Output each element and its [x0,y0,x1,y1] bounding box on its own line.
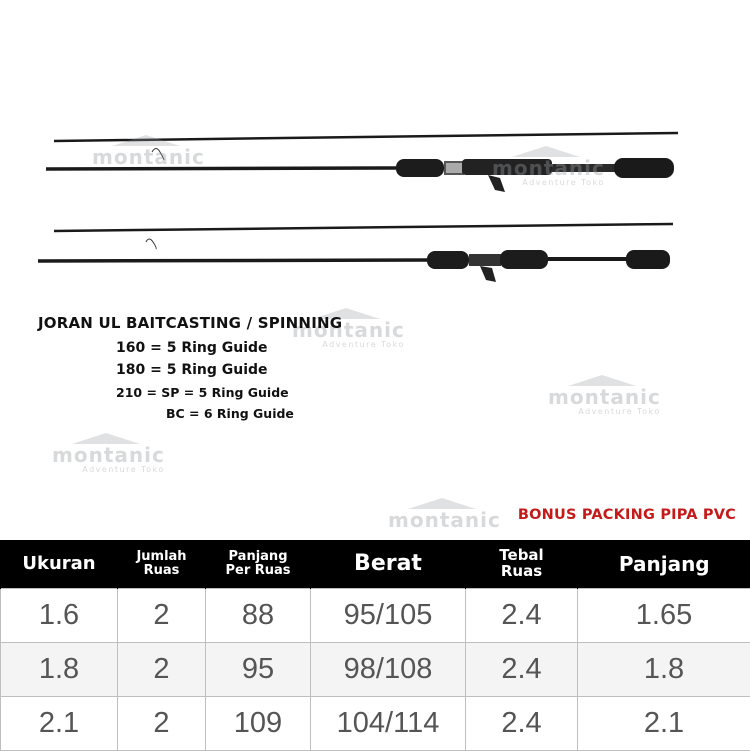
header-ukuran: Ukuran [1,540,118,589]
header-panjang: Panjang [578,540,750,589]
header-panjang-per-ruas: Panjang Per Ruas [206,540,311,589]
table-row [1,589,750,643]
table-row [1,697,750,751]
bonus-packing-label: BONUS PACKING PIPA PVC [518,507,736,523]
table-cell: 2 [118,643,206,697]
size-spec-table [0,540,750,751]
table-cell: 95 [206,643,311,697]
brand-watermark: montanic Adventure Toko [292,318,405,349]
brand-watermark: montanic [92,145,205,169]
spec-line-210-sp: 210 = SP = 5 Ring Guide [116,385,289,400]
table-cell: 2.4 [466,697,578,751]
table-cell: 109 [206,697,311,751]
spec-line-180: 180 = 5 Ring Guide [116,362,268,378]
product-title: JORAN UL BAITCASTING / SPINNING [38,314,342,332]
table-cell: 2 [118,589,206,643]
spinning-rod [38,224,673,282]
header-jumlah-ruas: Jumlah Ruas [118,540,206,589]
rod-specifications [38,314,342,332]
spec-line-160: 160 = 5 Ring Guide [116,340,268,356]
table-cell: 95/105 [311,589,466,643]
brand-watermark: montanic Adventure Toko [548,385,661,416]
table-cell: 104/114 [311,697,466,751]
table-cell: 1.8 [578,643,750,697]
brand-watermark: montanic [388,508,501,532]
header-berat: Berat [311,540,466,589]
table-cell: 2.4 [466,643,578,697]
table-cell: 2.1 [578,697,750,751]
table-cell: 1.65 [578,589,750,643]
table-cell: 2 [118,697,206,751]
table-header-row [1,540,750,589]
table-cell: 2.4 [466,589,578,643]
header-tebal-ruas: Tebal Ruas [466,540,578,589]
table-cell: 88 [206,589,311,643]
table-cell: 2.1 [1,697,118,751]
table-cell: 98/108 [311,643,466,697]
brand-watermark: montanic Adventure Toko [52,443,165,474]
table-cell: 1.8 [1,643,118,697]
spec-line-210-bc: BC = 6 Ring Guide [166,406,294,421]
brand-watermark: montanic Adventure Toko [492,156,605,187]
table-row [1,643,750,697]
table-cell: 1.6 [1,589,118,643]
